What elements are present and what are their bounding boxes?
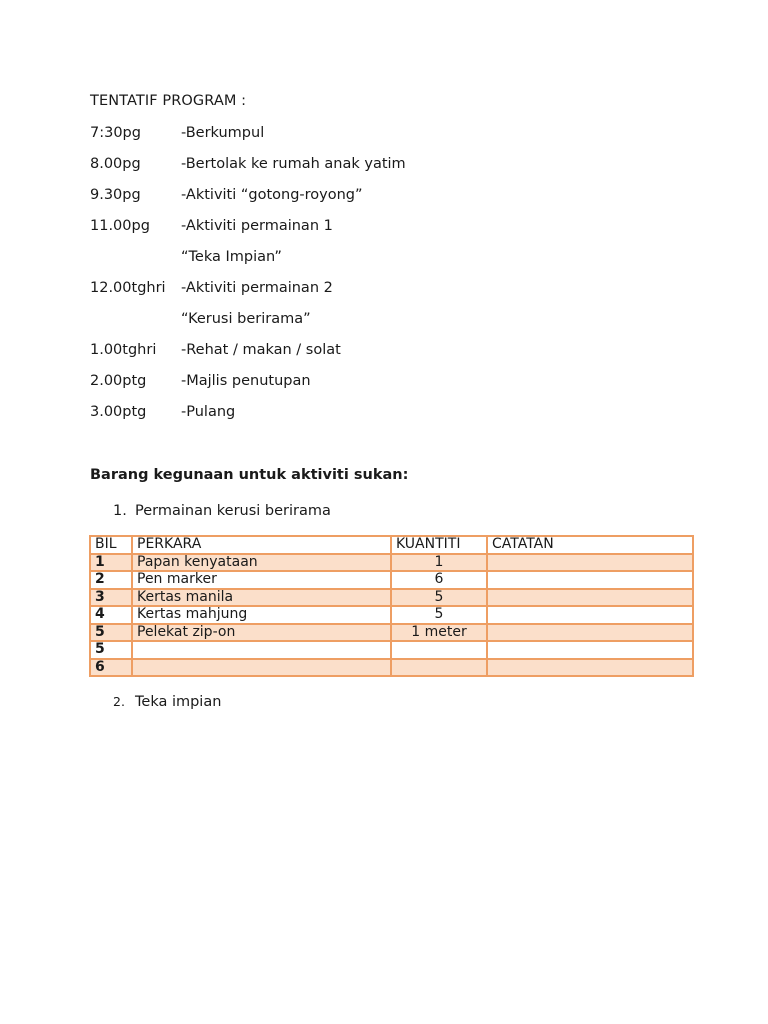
cell-perkara: [132, 641, 391, 659]
cell-kuantiti: 1: [391, 554, 487, 572]
cell-catatan: [487, 641, 693, 659]
cell-catatan: [487, 571, 693, 589]
schedule-activity: -Rehat / makan / solat: [181, 342, 341, 358]
cell-bil: 1: [90, 554, 132, 572]
schedule-activity: -Berkumpul: [181, 125, 265, 141]
cell-kuantiti: [391, 659, 487, 677]
table-row: [90, 589, 693, 607]
cell-perkara: Pen marker: [132, 571, 391, 589]
cell-perkara: Pelekat zip-on: [132, 624, 391, 642]
cell-kuantiti: 5: [391, 606, 487, 624]
schedule-subtitle: “Kerusi berirama”: [181, 311, 311, 327]
schedule-activity: -Aktiviti permainan 1: [181, 218, 333, 234]
cell-catatan: [487, 659, 693, 677]
table-row: [90, 624, 693, 642]
schedule-time: 3.00ptg: [90, 404, 147, 420]
schedule-subtitle: “Teka Impian”: [181, 249, 282, 265]
section-heading: Barang kegunaan untuk aktiviti sukan:: [90, 467, 409, 483]
cell-catatan: [487, 589, 693, 607]
schedule-activity: -Aktiviti “gotong-royong”: [181, 187, 363, 203]
schedule-activity: -Pulang: [181, 404, 236, 420]
program-title: TENTATIF PROGRAM :: [90, 93, 247, 109]
header-catatan: CATATAN: [487, 536, 693, 554]
schedule-activity: -Aktiviti permainan 2: [181, 280, 333, 296]
list-text: Teka impian: [135, 694, 222, 710]
header-bil: BIL: [90, 536, 132, 554]
table-row: [90, 659, 693, 677]
cell-kuantiti: 5: [391, 589, 487, 607]
table-header-row: [90, 536, 693, 554]
cell-perkara: Papan kenyataan: [132, 554, 391, 572]
cell-perkara: Kertas mahjung: [132, 606, 391, 624]
schedule-activity: -Bertolak ke rumah anak yatim: [181, 156, 406, 172]
schedule-time: 8.00pg: [90, 156, 141, 172]
table-row: [90, 571, 693, 589]
list-text: Permainan kerusi berirama: [135, 503, 331, 519]
cell-bil: 2: [90, 571, 132, 589]
list-number: 1.: [113, 503, 127, 519]
cell-bil: 5: [90, 641, 132, 659]
schedule-activity: -Majlis penutupan: [181, 373, 311, 389]
items-table: [89, 535, 694, 677]
cell-perkara: Kertas manila: [132, 589, 391, 607]
schedule-time: 11.00pg: [90, 218, 150, 234]
cell-catatan: [487, 554, 693, 572]
schedule-time: 12.00tghri: [90, 280, 166, 296]
table-row: [90, 554, 693, 572]
cell-perkara: [132, 659, 391, 677]
schedule-time: 9.30pg: [90, 187, 141, 203]
schedule-time: 2.00ptg: [90, 373, 147, 389]
list-number: 2.: [113, 694, 125, 709]
cell-kuantiti: 6: [391, 571, 487, 589]
header-perkara: PERKARA: [132, 536, 391, 554]
cell-bil: 3: [90, 589, 132, 607]
cell-kuantiti: [391, 641, 487, 659]
schedule-time: 7:30pg: [90, 125, 141, 141]
table-row: [90, 606, 693, 624]
cell-catatan: [487, 606, 693, 624]
header-kuantiti: KUANTITI: [391, 536, 487, 554]
schedule-time: 1.00tghri: [90, 342, 157, 358]
cell-bil: 5: [90, 624, 132, 642]
cell-kuantiti: 1 meter: [391, 624, 487, 642]
cell-catatan: [487, 624, 693, 642]
cell-bil: 4: [90, 606, 132, 624]
cell-bil: 6: [90, 659, 132, 677]
table-row: [90, 641, 693, 659]
